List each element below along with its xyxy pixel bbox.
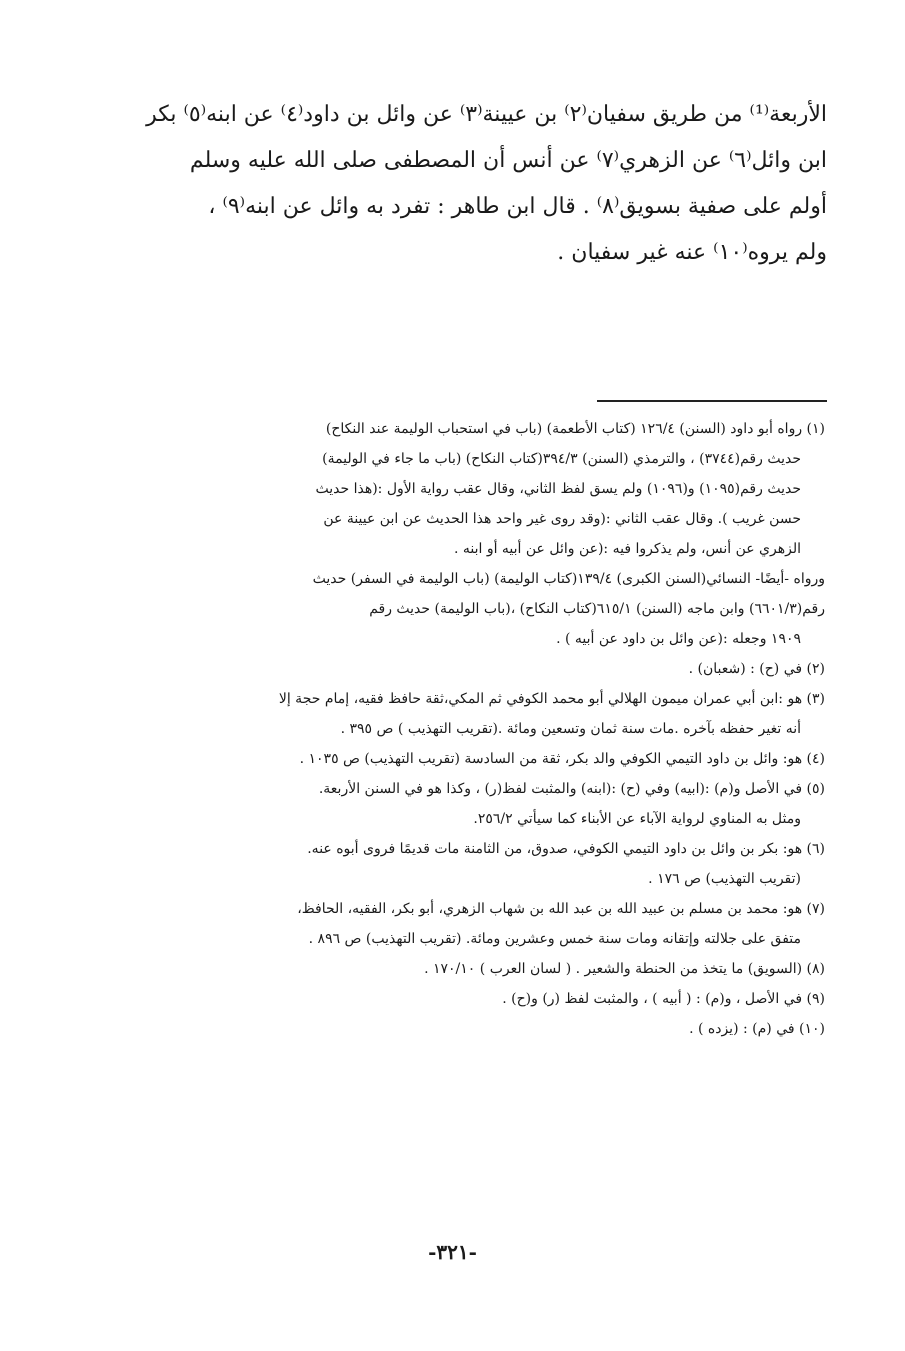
footnote-line: (٨) (السويق) ما يتخذ من الحنطة والشعير . ( لسان العرب ) ١٧٠/١٠ . xyxy=(424,961,825,977)
footnote-3 xyxy=(75,684,825,744)
footnote-line: ١٩٠٩ وجعله :(عن وائل بن داود عن أبيه ) . xyxy=(556,631,801,647)
footnote-line: (٢) في (ح) : (شعبان) . xyxy=(688,661,825,677)
footnote-line: الزهري عن أنس، ولم يذكروا فيه :(عن وائل عن أبيه أو ابنه . xyxy=(453,541,801,557)
footnote-6 xyxy=(75,834,825,894)
footnote-2 xyxy=(75,654,825,684)
footnote-line: ومثل به المناوي لرواية الآباء عن الأبناء كما سيأتي ٢٥٦/٢. xyxy=(473,811,801,827)
footnote-line: (٧) هو: محمد بن مسلم بن عبيد الله بن عبد الله بن شهاب الزهري، أبو بكر، الفقيه، الحافظ، xyxy=(297,901,825,917)
footnote-5 xyxy=(75,774,825,834)
footnote-7 xyxy=(75,894,825,954)
footnote-10 xyxy=(75,1014,825,1044)
footnote-4 xyxy=(75,744,825,774)
footnote-line: رقم(٦٦٠١/٣) وابن ماجه (السنن) ٦١٥/١(كتاب النكاح) ،(باب الوليمة) حديث رقم xyxy=(369,601,825,617)
footnote-line: (٦) هو: بكر بن وائل بن داود التيمي الكوفي، صدوق، من الثامنة مات قديمًا فروى أبوه عنه. xyxy=(307,841,825,857)
main-text-line: الأربعة⁽¹⁾ من طريق سفيان⁽٢⁾ بن عيينة⁽٣⁾ عن وائل بن داود⁽٤⁾ عن ابنه⁽٥⁾ بكر xyxy=(146,102,827,127)
main-text-line: أولم على صفية بسويق⁽٨⁾ . قال ابن طاهر : تفرد به وائل عن ابنه⁽٩⁾ ، xyxy=(208,194,827,219)
page-number: -٣٢١- xyxy=(428,1240,477,1264)
footnote-line: (١) رواه أبو داود (السنن) ١٢٦/٤ (كتاب الأطعمة) (باب في استحباب الوليمة عند النكاح) xyxy=(325,421,825,437)
footnote-line: حديث رقم(١٠٩٥) و(١٠٩٦) ولم يسق لفظ الثاني، وقال عقب رواية الأول :(هذا حديث xyxy=(315,481,801,497)
main-text-line: ولم يروه⁽١٠⁾ عنه غير سفيان . xyxy=(557,240,827,265)
footnote-line: (٤) هو: وائل بن داود التيمي الكوفي والد بكر، ثقة من السادسة (تقريب التهذيب) ص ١٠٣٥ . xyxy=(299,751,825,767)
footnote-8 xyxy=(75,954,825,984)
footnote-line: (١٠) في (م) : (يزده ) . xyxy=(689,1021,825,1037)
footnote-line: حسن غريب ). وقال عقب الثاني :(وقد روى غير واحد هذا الحديث عن ابن عيينة عن xyxy=(323,511,801,527)
footnote-line: حديث رقم(٣٧٤٤) ، والترمذي (السنن) ٣٩٤/٣(كتاب النكاح) (باب ما جاء في الوليمة) xyxy=(322,451,801,467)
footnote-line: أنه تغير حفظه بآخره .مات سنة ثمان وتسعين ومائة .(تقريب التهذيب ) ص ٣٩٥ . xyxy=(340,721,801,737)
footnote-line: متفق على جلالته وإتقانه ومات سنة خمس وعشرين ومائة. (تقريب التهذيب) ص ٨٩٦ . xyxy=(308,931,801,947)
footnote-line: (٥) في الأصل و(م) :(ابيه) وفي (ح) :(ابنه) والمثبت لفظ(ر) ، وكذا هو في السنن الأربعة. xyxy=(318,781,825,797)
footnote-line: (٩) في الأصل ، و(م) : ( أبيه ) ، والمثبت لفظ (ر) و(ح) . xyxy=(502,991,825,1007)
footnote-9 xyxy=(75,984,825,1014)
footnote-line: (تقريب التهذيب) ص ١٧٦ . xyxy=(648,871,801,887)
footnote-1 xyxy=(75,414,825,654)
main-text xyxy=(75,92,827,276)
footnote-line: ورواه -أيضًا- النسائي(السنن الكبرى) ١٣٩/٤(كتاب الوليمة) (باب الوليمة في السفر) حديث xyxy=(312,571,825,587)
footnotes xyxy=(75,414,825,1044)
main-text-line: ابن وائل⁽٦⁾ عن الزهري⁽٧⁾ عن أنس أن المصطفى صلى الله عليه وسلم xyxy=(189,148,827,173)
footnote-line: (٣) هو :ابن أبي عمران ميمون الهلالي أبو محمد الكوفي ثم المكي،ثقة حافظ فقيه، إمام حجة إلا xyxy=(278,691,825,707)
footnote-separator xyxy=(597,400,827,402)
